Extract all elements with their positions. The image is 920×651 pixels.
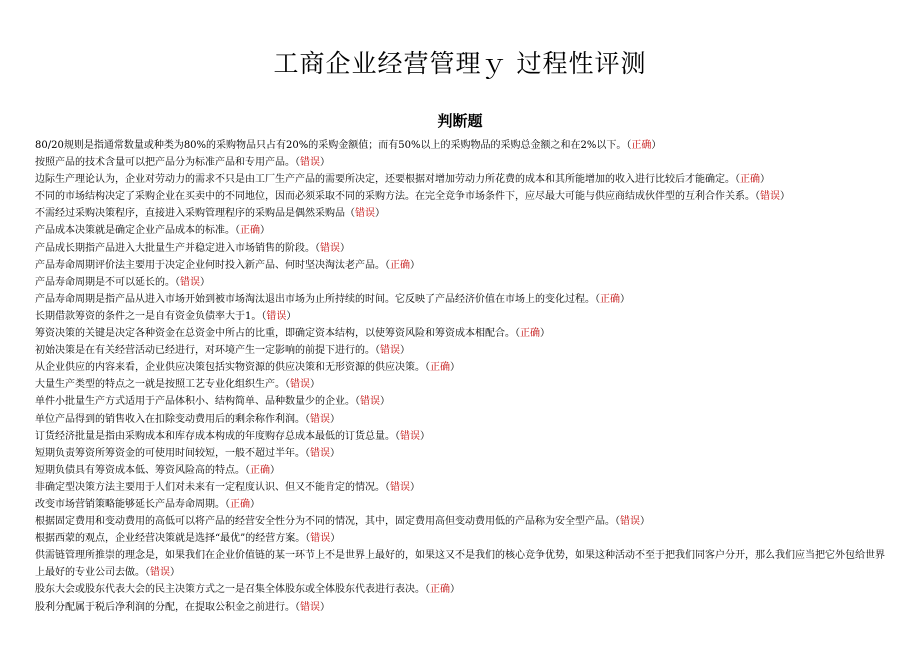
- question-text: 订货经济批量是指由采购成本和库存成本构成的年度购存总成本最低的订货总量。: [35, 430, 395, 442]
- answer-label: （ 正确 ）: [595, 294, 630, 305]
- answer-label: （ 正确 ）: [225, 499, 260, 510]
- question-item: [35, 547, 887, 581]
- question-text: 不同的市场结构决定了采购企业在买卖中的不同地位，因而必须采取不同的采购方法。在完全竞争市场条件下，应尽最大可能与供应商结成伙伴型的互利合作关系。: [35, 191, 755, 203]
- question-text: 产品成本决策就是确定企业产品成本的标准。: [35, 225, 235, 237]
- question-text: 边际生产理论认为，企业对劳动力的需求不只是由工厂生产产品的需要所决定，还要根据对增加劳动力所花费的成本和其所能增加的收入进行比较后才能确定。: [35, 174, 735, 186]
- answer-label: （ 正确 ）: [385, 260, 420, 271]
- answer-label: （ 错误 ）: [385, 482, 420, 493]
- question-item: [35, 359, 887, 376]
- question-text: 改变市场营销策略能够延长产品寿命周期。: [35, 498, 225, 510]
- answer-label: （ 错误 ）: [355, 396, 390, 407]
- question-item: [35, 222, 887, 239]
- question-item: [35, 599, 887, 616]
- answer-label: （ 错误 ）: [295, 157, 330, 168]
- question-text: 根据西蒙的观点，企业经营决策就是选择“最优”的经营方案。: [35, 533, 306, 545]
- question-text: 股利分配属于税后净利润的分配，在提取公积金之前进行。: [35, 601, 295, 613]
- answer-label: （ 正确 ）: [425, 584, 460, 595]
- answer-label: （ 正确 ）: [515, 328, 550, 339]
- answer-label: （ 正确 ）: [235, 225, 270, 236]
- answer-label: （ 正确 ）: [735, 174, 770, 185]
- question-item: [35, 496, 887, 513]
- answer-label: （ 错误 ）: [395, 431, 430, 442]
- answer-label: （ 错误 ）: [261, 311, 296, 322]
- question-item: [35, 205, 887, 222]
- question-text: 产品寿命周期是不可以延长的。: [35, 276, 175, 288]
- question-list: [35, 137, 887, 616]
- question-text: 初始决策是在有关经营活动已经进行，对环境产生一定影响的前提下进行的。: [35, 345, 375, 357]
- answer-label: （ 错误 ）: [175, 277, 210, 288]
- question-item: [35, 325, 887, 342]
- question-text: 根据固定费用和变动费用的高低可以将产品的经营安全性分为不同的情况，其中，固定费用高但变动费用低的产品称为安全型产品。: [35, 516, 615, 528]
- question-text: 产品寿命周期是指产品从进入市场开始到被市场淘汰退出市场为止所持续的时间。它反映了产品经济价值在市场上的变化过程。: [35, 293, 595, 305]
- question-item: [35, 445, 887, 462]
- answer-label: （ 错误 ）: [615, 516, 650, 527]
- answer-label: （ 错误 ）: [305, 414, 340, 425]
- question-text: 单件小批量生产方式适用于产品体积小、结构简单、品种数量少的企业。: [35, 396, 355, 408]
- answer-label: （ 错误 ）: [305, 448, 340, 459]
- answer-label: （ 错误 ）: [315, 243, 350, 254]
- question-text: 单位产品得到的销售收入在扣除变动费用后的剩余称作利润。: [35, 413, 305, 425]
- question-item: [35, 530, 887, 547]
- answer-label: （ 错误 ）: [295, 602, 330, 613]
- document-title: 工商企业经营管理ｙ 过程性评测: [273, 49, 647, 78]
- answer-label: （ 错误 ）: [145, 567, 180, 578]
- question-text: 筹资决策的关键是决定各种资金在总资金中所占的比重，即确定资本结构，以使筹资风险和筹资成本相配合。: [35, 328, 515, 340]
- question-text: 供需链管理所推崇的理念是，如果我们在企业价值链的某一环节上不是世界上最好的，如果这又不是我们的核心竞争优势，如果这种活动不至于把我们同客户分开，那么我们应当把它外包给世界上最好的专业公司去做。: [35, 550, 885, 579]
- question-text: 非确定型决策方法主要用于人们对未来有一定程度认识、但又不能肯定的情况。: [35, 481, 385, 493]
- answer-label: （ 正确 ）: [245, 465, 280, 476]
- question-text: 80/20规则是指通常数量或种类为80%的采购物品只占有20%的采购金额值；而有50%以上的采购物品的采购总金额之和在2%以下。: [35, 140, 627, 151]
- section-heading: 判断题: [437, 112, 483, 130]
- question-text: 大量生产类型的特点之一就是按照工艺专业化组织生产。: [35, 379, 285, 391]
- question-item: [35, 188, 887, 205]
- question-item: [35, 342, 887, 359]
- question-text: 短期负债具有筹资成本低、筹资风险高的特点。: [35, 464, 245, 476]
- answer-label: （ 错误 ）: [345, 208, 385, 219]
- question-item: [35, 581, 887, 598]
- question-item: [35, 154, 887, 171]
- question-text: 不需经过采购决策程序，直接进入采购管理程序的采购品是偶然采购品: [35, 208, 345, 220]
- question-item: [35, 137, 887, 154]
- answer-label: （ 错误 ）: [375, 345, 410, 356]
- answer-label: （ 正确 ）: [626, 140, 661, 151]
- question-item: [35, 274, 887, 291]
- answer-label: （ 正确 ）: [425, 362, 460, 373]
- question-text: 按照产品的技术含量可以把产品分为标准产品和专用产品。: [35, 157, 295, 169]
- question-item: [35, 479, 887, 496]
- answer-label: （ 错误 ）: [305, 533, 340, 544]
- question-text: 产品成长期指产品进入大批量生产并稳定进入市场销售的阶段。: [35, 242, 315, 254]
- question-item: [35, 513, 887, 530]
- question-item: [35, 171, 887, 188]
- question-item: [35, 411, 887, 428]
- answer-label: （ 错误 ）: [285, 379, 320, 390]
- question-item: [35, 240, 887, 257]
- question-item: [35, 308, 887, 325]
- question-text: 从企业供应的内容来看，企业供应决策包括实物资源的供应决策和无形资源的供应决策。: [35, 362, 425, 374]
- question-item: [35, 393, 887, 410]
- question-item: [35, 462, 887, 479]
- question-text: 产品寿命周期评价法主要用于决定企业何时投入新产品、何时坚决淘汰老产品。: [35, 259, 385, 271]
- question-item: [35, 376, 887, 393]
- answer-label: （ 错误 ）: [755, 191, 790, 202]
- question-text: 长期借款筹资的条件之一是自有资金负债率大于1。: [35, 310, 262, 322]
- question-text: 短期负责筹资所筹资金的可使用时间较短，一般不超过半年。: [35, 447, 305, 459]
- question-item: [35, 257, 887, 274]
- question-item: [35, 291, 887, 308]
- question-item: [35, 428, 887, 445]
- question-text: 股东大会或股东代表大会的民主决策方式之一是召集全体股东或全体股东代表进行表决。: [35, 584, 425, 596]
